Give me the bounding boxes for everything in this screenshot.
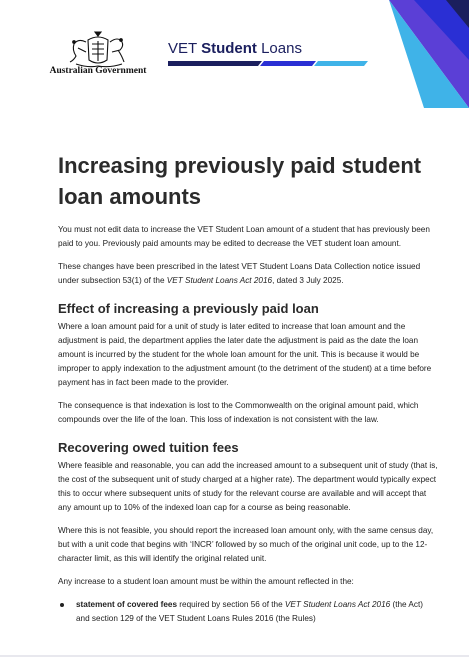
section-heading-recovering: Recovering owed tuition fees bbox=[58, 440, 239, 455]
section-heading-effect: Effect of increasing a previously paid loan bbox=[58, 301, 319, 316]
recovering-paragraph-2: Where this is not feasible, you should report the increased loan amount only, with the same census day, but with a unit code that begins with ‘INCR’ followed by so much of the original unit code, up to the 12-character limit, as this will identify the original related unit. bbox=[58, 526, 434, 563]
effect-paragraph-1: Where a loan amount paid for a unit of study is later edited to increase that loan amount and the adjustment is paid, the department applies the later date the adjustment is paid as the date the loan amount is incurred by the student for the whole loan amount for the unit. This is because it would be improper to apply indexation to the adjustment amount (to the detriment of the student) at a time before payment has in fact been made to the provider. bbox=[58, 322, 432, 387]
brand-student: Student bbox=[201, 40, 257, 57]
government-name: Australian Government bbox=[49, 66, 147, 76]
brand-logo-text bbox=[168, 40, 302, 57]
act-name: VET Student Loans Act 2016 bbox=[166, 276, 273, 285]
page-title: Increasing previously paid student loan amounts bbox=[58, 153, 422, 209]
footer-divider bbox=[0, 655, 469, 657]
recovering-paragraph-1: Where feasible and reasonable, you can add the increased amount to a subsequent unit of study (that is, the cost of the subsequent unit of study charged at a higher rate). The department would typically expect this to occur where subsequent units of study for the relevant course are available and will accept that any amount up to 10% of the indexed loan cap for a course as being reasonable. bbox=[58, 461, 438, 512]
requirements-list bbox=[58, 598, 438, 626]
intro-paragraph-1: You must not edit data to increase the VET Student Loan amount of a student that has previously been paid to you. Previously paid amounts may be edited to decrease the VET student loan amount. bbox=[58, 225, 430, 248]
page-header bbox=[0, 0, 469, 112]
recovering-paragraph-3: Any increase to a student loan amount must be within the amount reflected in the: bbox=[58, 577, 354, 586]
intro-paragraph-2: These changes have been prescribed in the latest VET Student Loans Data Collection notice issued under subsection 53(1) of the VET Student Loans Act 2016, dated 3 July 2025. bbox=[58, 262, 421, 285]
effect-paragraph-2: The consequence is that indexation is lost to the Commonwealth on the original amount paid, which compounds over the life of the loan. This loss of indexation is not consistent with the law. bbox=[58, 401, 419, 424]
brand-loans: Loans bbox=[261, 40, 302, 57]
document-body bbox=[58, 150, 438, 626]
list-item: statement of covered fees required by section 56 of the VET Student Loans Act 2016 (the Act) and section 129 of the VET Student Loans Rules 2016 (the Rules) bbox=[58, 598, 438, 626]
brand-vet: VET bbox=[168, 40, 197, 57]
corner-triangle-graphic bbox=[354, 0, 469, 108]
brand-stripe bbox=[168, 61, 368, 66]
bullet-icon bbox=[60, 603, 64, 607]
